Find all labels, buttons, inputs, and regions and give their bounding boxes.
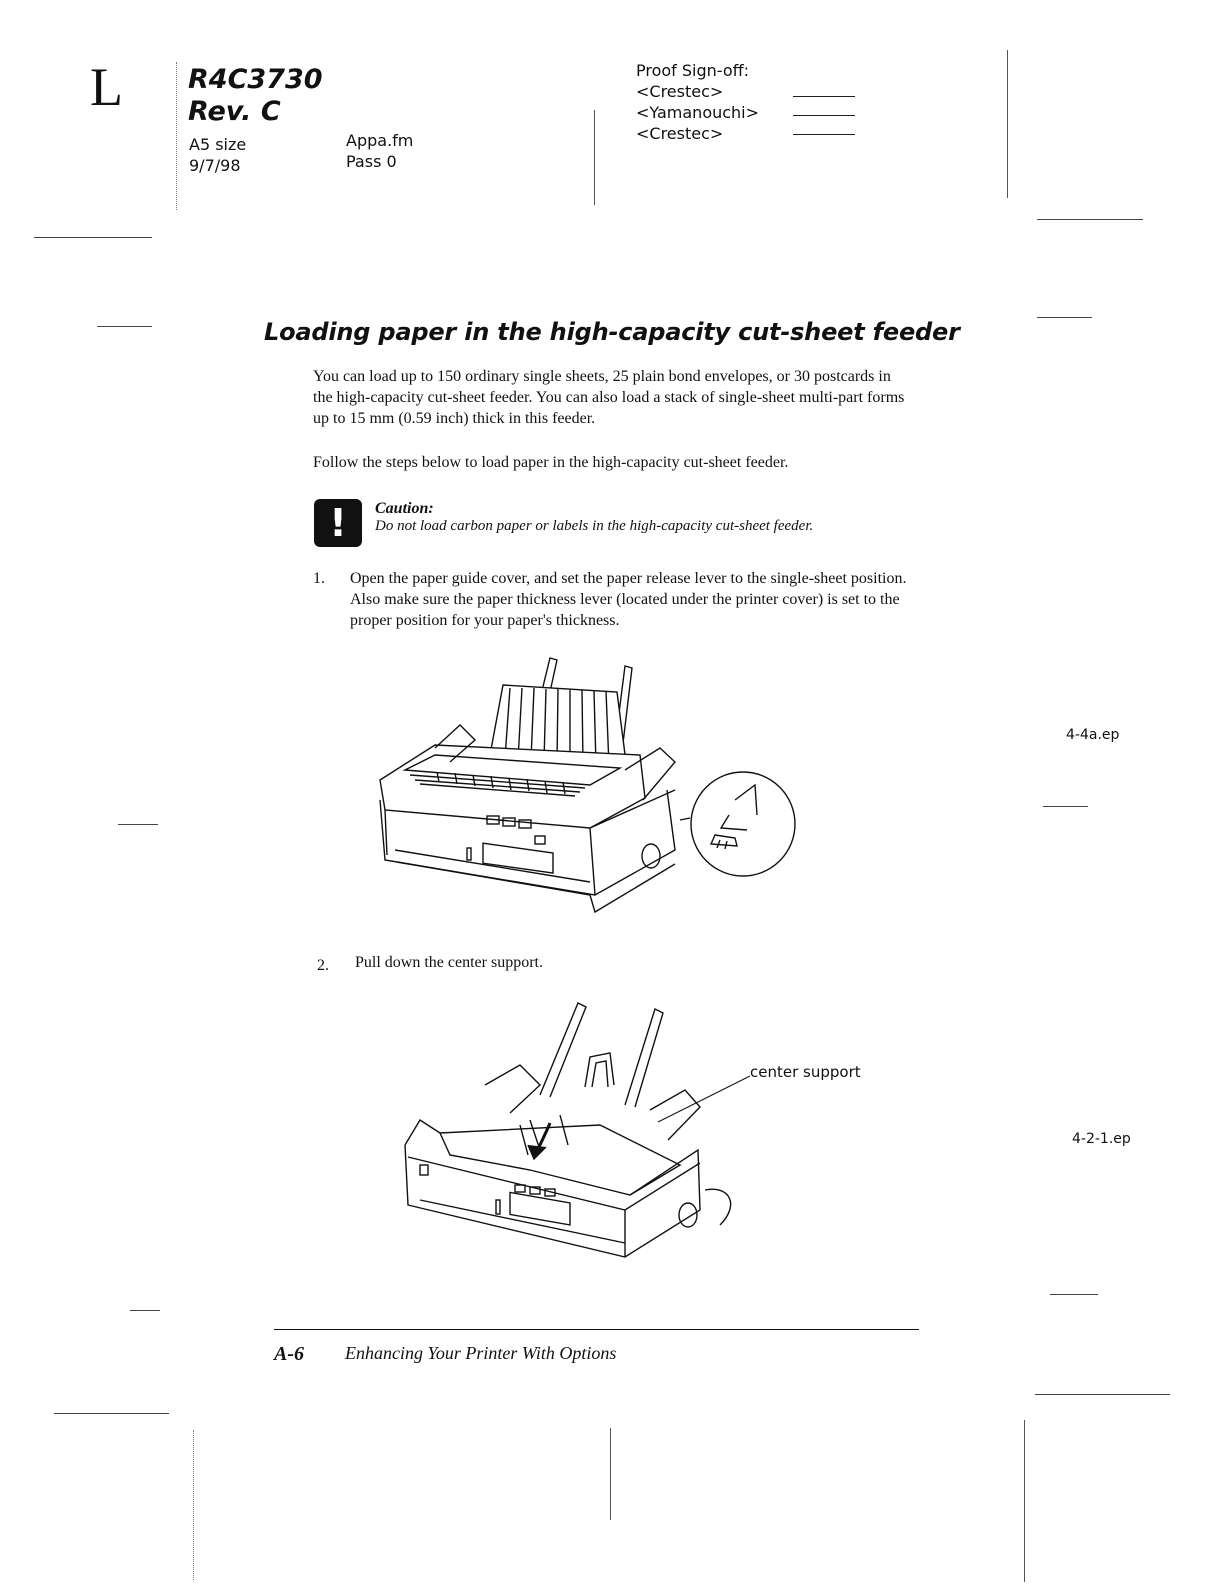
signature-line xyxy=(793,115,855,116)
doc-file: Appa.fm xyxy=(346,131,414,150)
exclamation-icon: ! xyxy=(314,499,362,547)
header-divider-left xyxy=(176,62,177,210)
crop-mark xyxy=(34,237,152,238)
crop-mark xyxy=(1037,317,1092,318)
chapter-title: Enhancing Your Printer With Options xyxy=(345,1343,617,1363)
crop-mark xyxy=(193,1430,194,1580)
crop-mark xyxy=(610,1428,611,1520)
crop-mark xyxy=(1050,1294,1098,1295)
doc-revision: Rev. C xyxy=(188,96,281,127)
proof-entry: <Crestec> xyxy=(636,124,724,143)
crop-mark xyxy=(1035,1394,1170,1395)
callout-leader-line xyxy=(650,1070,760,1130)
figure-filename: 4-4a.ep xyxy=(1066,727,1120,743)
page-number: A-6 xyxy=(274,1343,304,1365)
center-support-callout: center support xyxy=(750,1063,861,1081)
proof-entry: <Crestec> xyxy=(636,82,724,101)
crop-mark xyxy=(97,326,152,327)
step-number: 1. xyxy=(313,570,325,587)
doc-size: A5 size xyxy=(189,135,247,154)
header-divider-right xyxy=(1007,50,1008,198)
figure-filename: 4-2-1.ep xyxy=(1072,1131,1131,1147)
intro-paragraph: You can load up to 150 ordinary single sheets, 25 plain bond envelopes, or 30 postcards in the high-capacity cut-sheet feeder. You can also load a stack of single-sheet multi-part forms up to 15 mm (0.59 inch) thick in this feeder. xyxy=(313,368,905,427)
proof-title: Proof Sign-off: xyxy=(636,61,750,80)
caution-text: Do not load carbon paper or labels in the high-capacity cut-sheet feeder. xyxy=(375,518,814,534)
follow-paragraph: Follow the steps below to load paper in the high-capacity cut-sheet feeder. xyxy=(313,454,789,471)
side-letter: L xyxy=(90,57,123,117)
doc-code-block xyxy=(188,64,323,128)
step-number: 2. xyxy=(317,957,329,974)
crop-mark xyxy=(1043,806,1088,807)
header-divider-mid xyxy=(594,110,595,205)
signature-line xyxy=(793,134,855,135)
doc-code: R4C3730 xyxy=(188,64,323,95)
crop-mark xyxy=(1024,1420,1025,1582)
printer-illustration-2 xyxy=(400,995,750,1295)
step-text: Pull down the center support. xyxy=(355,954,543,971)
proof-signoff xyxy=(636,60,759,144)
crop-mark xyxy=(54,1413,169,1414)
doc-date: 9/7/98 xyxy=(189,156,241,175)
section-title: Loading paper in the high-capacity cut-sheet feeder xyxy=(264,318,960,346)
step-text: Open the paper guide cover, and set the paper release lever to the single-sheet position. Also make sure the paper thickness lever (located under the printer cover) is set to the proper position for your paper's thickness. xyxy=(350,570,907,629)
proof-entry: <Yamanouchi> xyxy=(636,103,760,122)
footer-rule xyxy=(274,1329,919,1330)
crop-mark xyxy=(1037,219,1143,220)
printer-illustration-1 xyxy=(375,650,805,920)
crop-mark xyxy=(130,1310,160,1311)
crop-mark xyxy=(118,824,158,825)
doc-pass: Pass 0 xyxy=(346,152,397,171)
caution-label: Caution: xyxy=(375,500,434,517)
signature-line xyxy=(793,96,855,97)
